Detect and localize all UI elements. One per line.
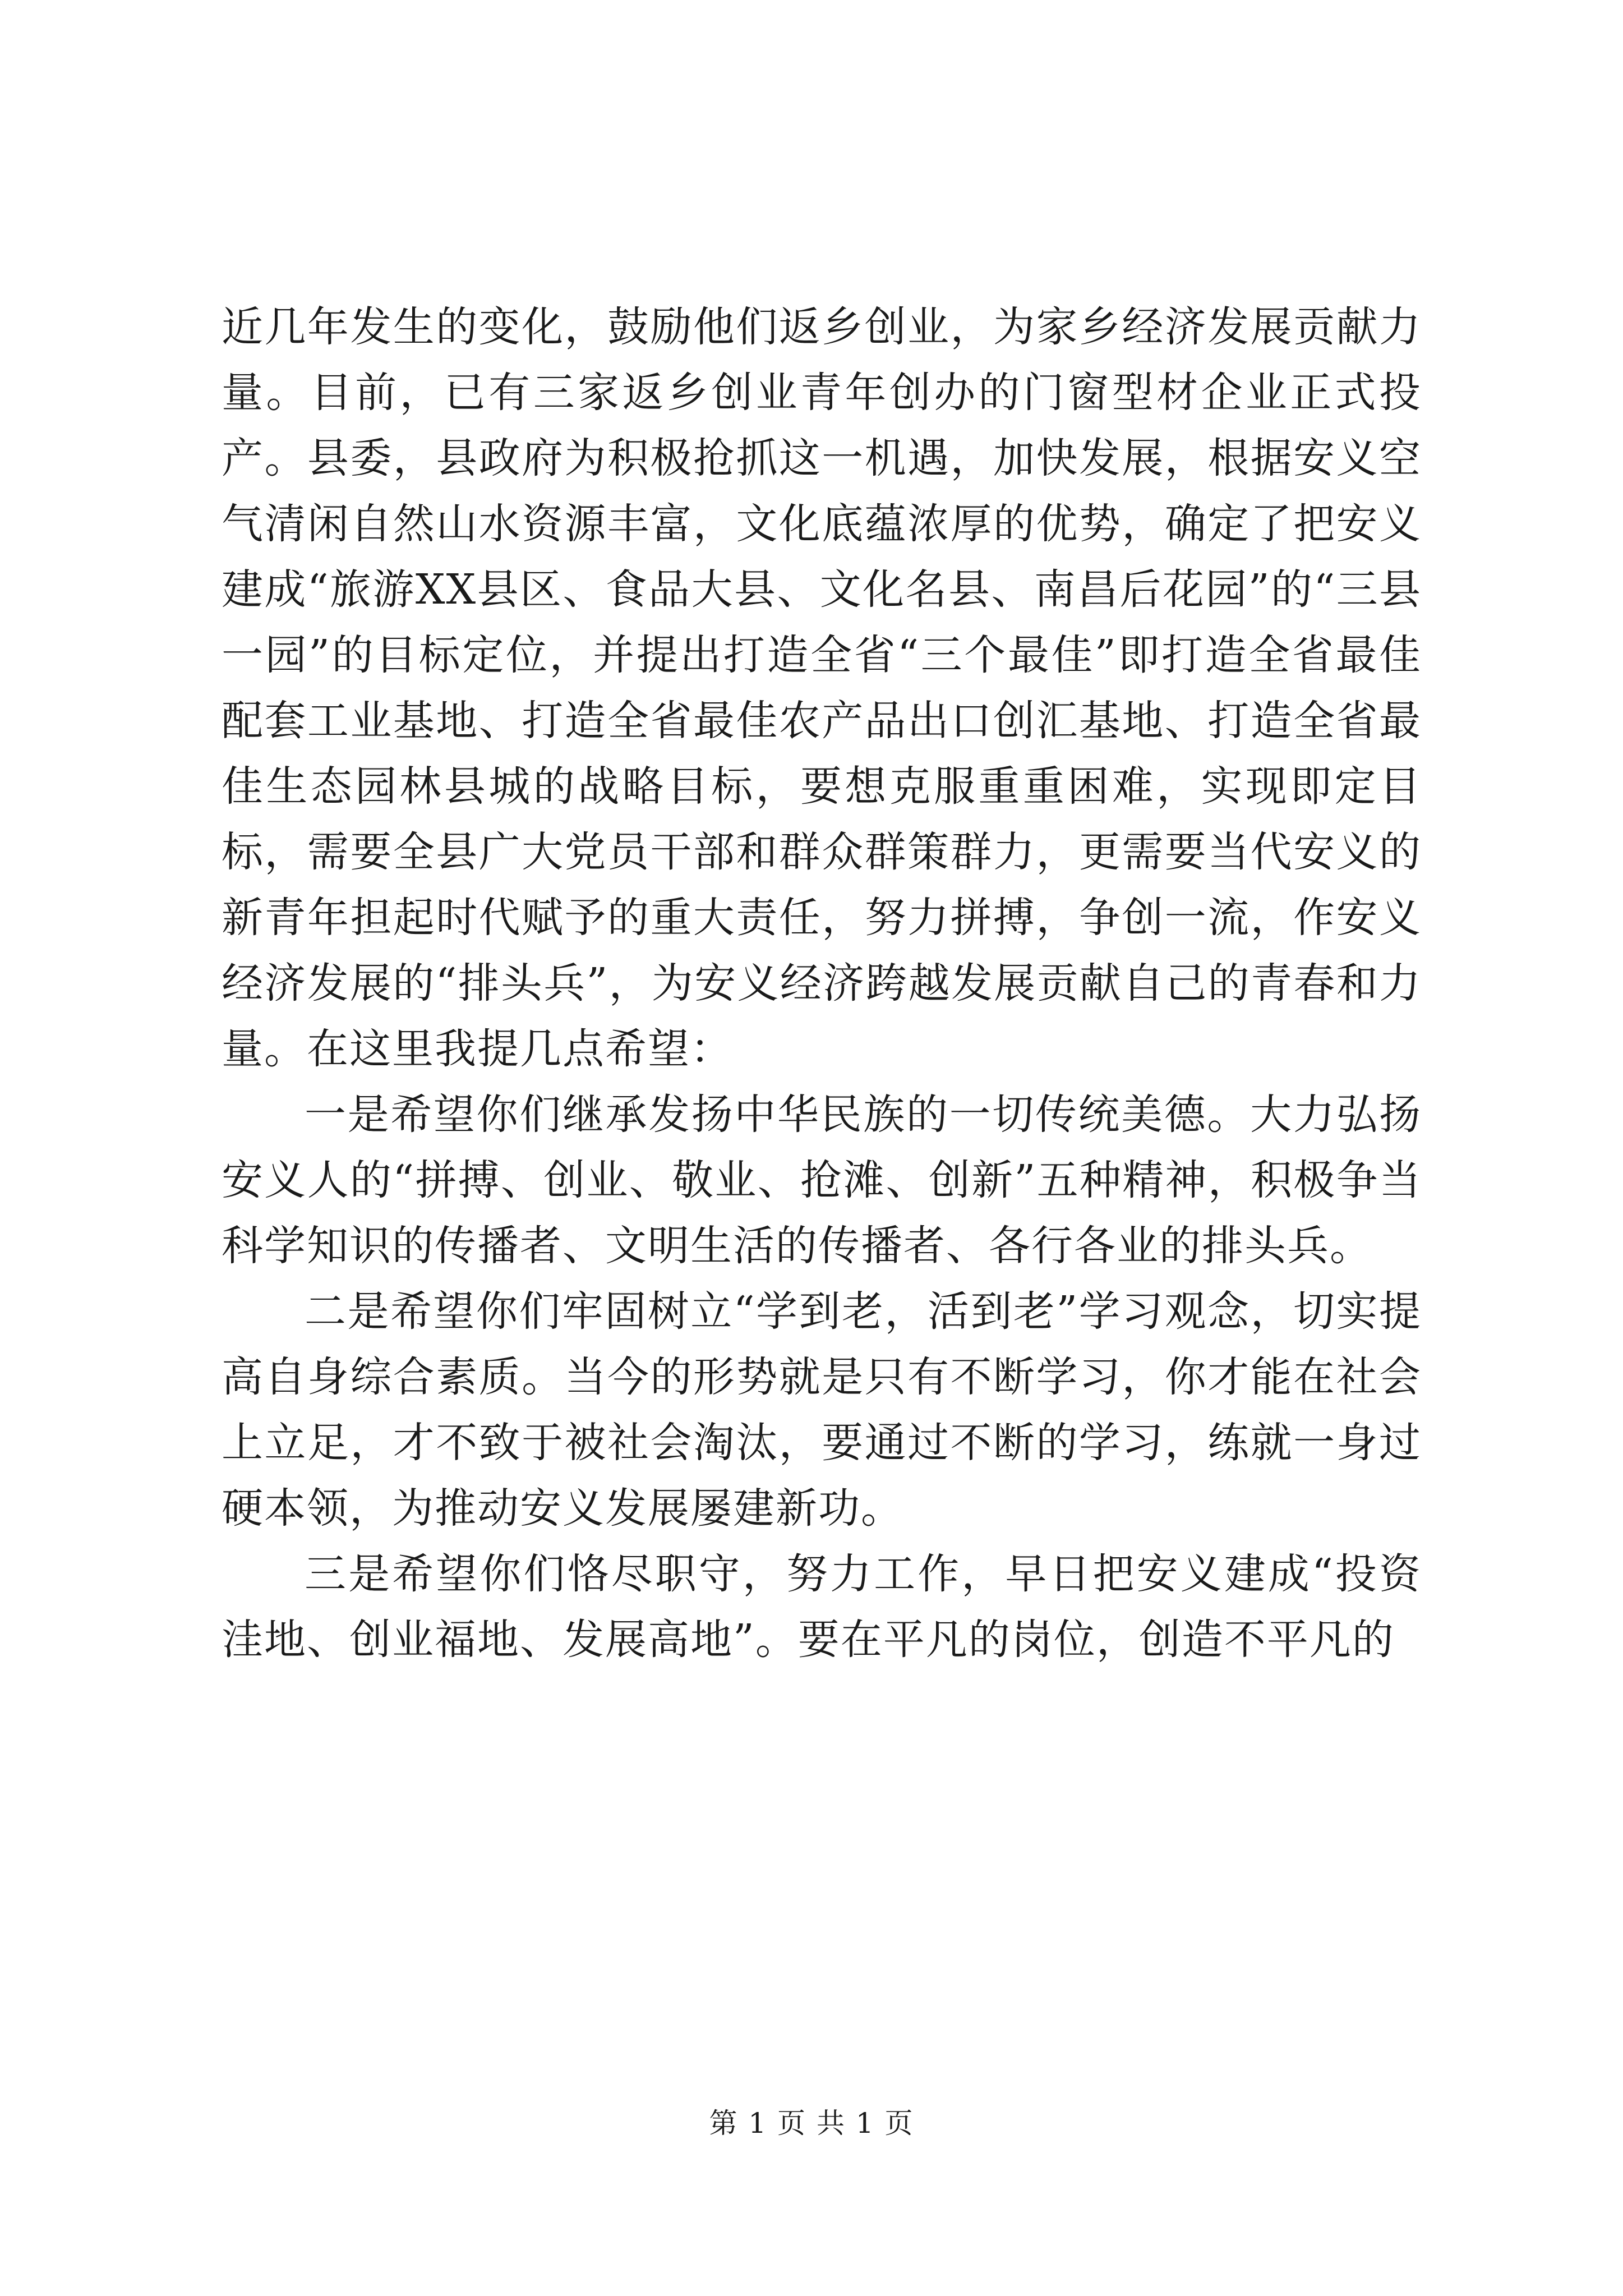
- paragraph-intro: 近几年发生的变化，鼓励他们返乡创业，为家乡经济发展贡献力量。目前，已有三家返乡创业青年创办的门窗型材企业正式投产。县委，县政府为积极抢抓这一机遇，加快发展，根据安义空气清闲自然山水资源丰富，文化底蕴浓厚的优势，确定了把安义建成“旅游XX县区、食品大县、文化名县、南昌后花园”的“三县一园”的目标定位，并提出打造全省“三个最佳”即打造全省最佳配套工业基地、打造全省最佳农产品出口创汇基地、打造全省最佳生态园林县城的战略目标，要想克服重重困难，实现即定目标，需要全县广大党员干部和群众群策群力，更需要当代安义的新青年担起时代赋予的重大责任，努力拼搏，争创一流，作安义经济发展的“排头兵”，为安义经济跨越发展贡献自己的青春和力量。在这里我提几点希望：: [222, 303, 1422, 1073]
- page-footer: 第 1 页 共 1 页: [709, 2107, 914, 2139]
- paragraph-hope-three: 三是希望你们恪尽职守，努力工作，早日把安义建成“投资洼地、创业福地、发展高地”。要在平凡的岗位，创造不平凡的: [222, 1550, 1422, 1664]
- document-body: [222, 295, 1422, 1673]
- paragraph-hope-two: 二是希望你们牢固树立“学到老，活到老”学习观念，切实提高自身综合素质。当今的形势就是只有不断学习，你才能在社会上立足，才不致于被社会淘汰，要通过不断的学习，练就一身过硬本领，为推动安义发展屡建新功。: [222, 1287, 1422, 1533]
- paragraph-hope-one: 一是希望你们继承发扬中华民族的一切传统美德。大力弘扬安义人的“拼搏、创业、敬业、抢滩、创新”五种精神，积极争当科学知识的传播者、文明生活的传播者、各行各业的排头兵。: [222, 1091, 1422, 1270]
